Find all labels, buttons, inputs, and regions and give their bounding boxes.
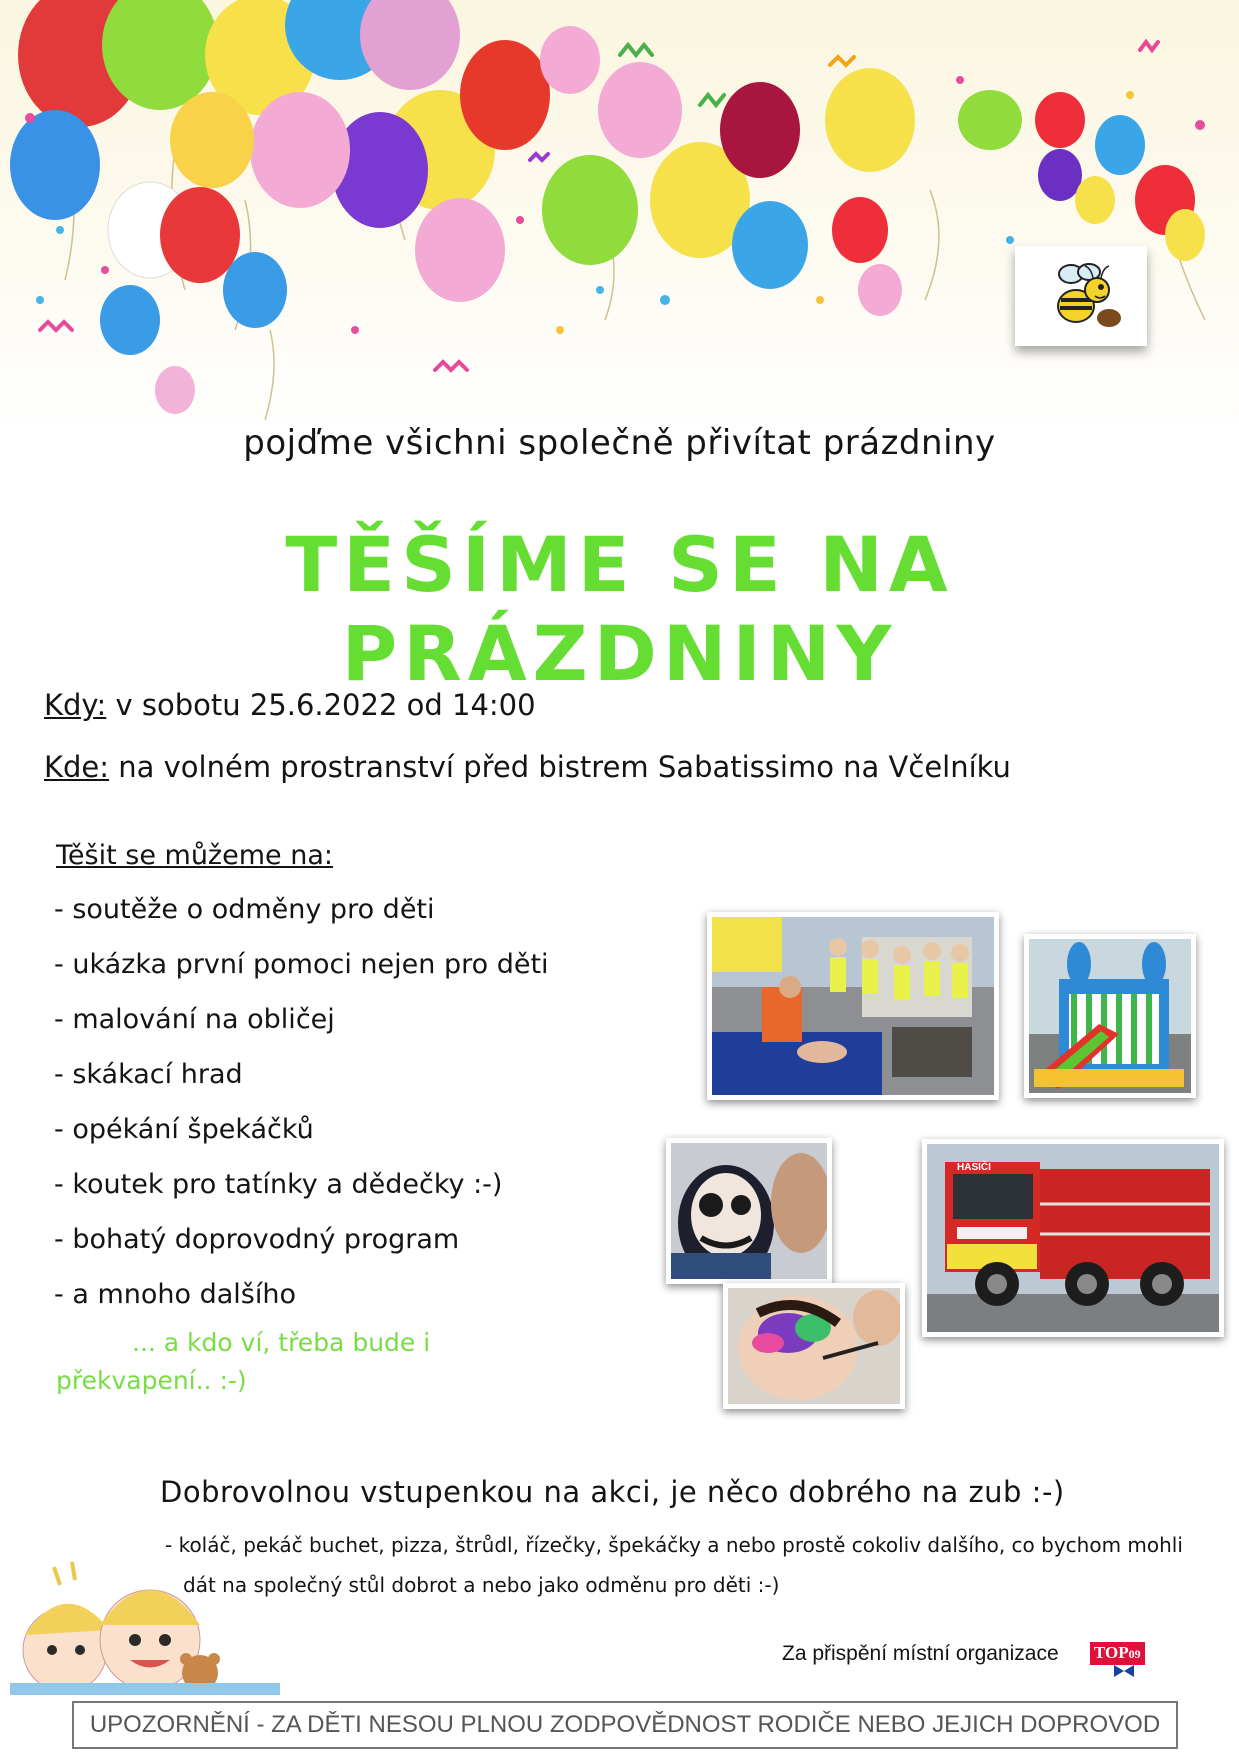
tagline: pojďme všichni společně přivítat prázdniny	[243, 423, 996, 463]
event-when	[44, 688, 536, 722]
where-label: Kde:	[44, 750, 110, 784]
list-item: - malování na obličej	[54, 1004, 335, 1035]
kids-cartoon	[0, 1555, 300, 1695]
bee-logo-icon	[1031, 256, 1131, 336]
sponsor-text: Za přispění místní organizace	[782, 1642, 1059, 1665]
face-painting-photo-1	[666, 1138, 832, 1284]
bow-tie-icon	[1114, 1665, 1134, 1677]
activities-title: Těšit se můžeme na:	[56, 840, 333, 871]
party-logo-number: 09	[1128, 1647, 1141, 1661]
where-value: na volném prostranství před bistrem Sabatissimo na Včelníku	[118, 750, 1011, 784]
activities-list	[54, 890, 549, 1330]
warning-notice: UPOZORNĚNÍ - ZA DĚTI NESOU PLNOU ZODPOVĚDNOST RODIČE NEBO JEJICH DOPROVOD	[72, 1701, 1178, 1749]
bouncy-castle-photo	[1024, 934, 1196, 1098]
when-value: v sobotu 25.6.2022 od 14:00	[115, 688, 536, 722]
donation-text: - koláč, pekáč buchet, pizza, štrůdl, řízečky, špekáčky a nebo prostě cokoliv dalšího, co bychom mohli dát na společný stůl dobrot a nebo jako odměnu pro děti :-)	[165, 1533, 1183, 1597]
when-label: Kdy:	[44, 688, 107, 722]
list-item: - bohatý doprovodný program	[54, 1224, 460, 1255]
bee-logo	[1015, 246, 1147, 346]
list-item: - skákací hrad	[54, 1059, 243, 1090]
surprise-note: ... a kdo ví, třeba bude i překvapení.. :-)	[56, 1328, 431, 1395]
donation-title: Dobrovolnou vstupenkou na akci, je něco dobrého na zub :-)	[160, 1475, 1065, 1509]
face-painting-photo-2	[723, 1283, 905, 1409]
fire-truck-photo	[922, 1139, 1224, 1337]
balloons-illustration	[0, 0, 1239, 440]
party-logo	[1090, 1642, 1160, 1674]
party-logo-main: TOP	[1094, 1643, 1129, 1662]
list-item: - ukázka první pomoci nejen pro děti	[54, 949, 549, 980]
first-aid-photo	[707, 912, 999, 1100]
list-item: - a mnoho dalšího	[54, 1279, 296, 1310]
fire-truck-label: HASIČI	[957, 1162, 991, 1173]
list-item: - opékání špekáčků	[54, 1114, 314, 1145]
event-where	[44, 750, 1011, 784]
list-item: - soutěže o odměny pro děti	[54, 894, 435, 925]
page-title: TĚŠÍME SE NA PRÁZDNINY	[285, 520, 954, 698]
list-item: - koutek pro tatínky a dědečky :-)	[54, 1169, 503, 1200]
